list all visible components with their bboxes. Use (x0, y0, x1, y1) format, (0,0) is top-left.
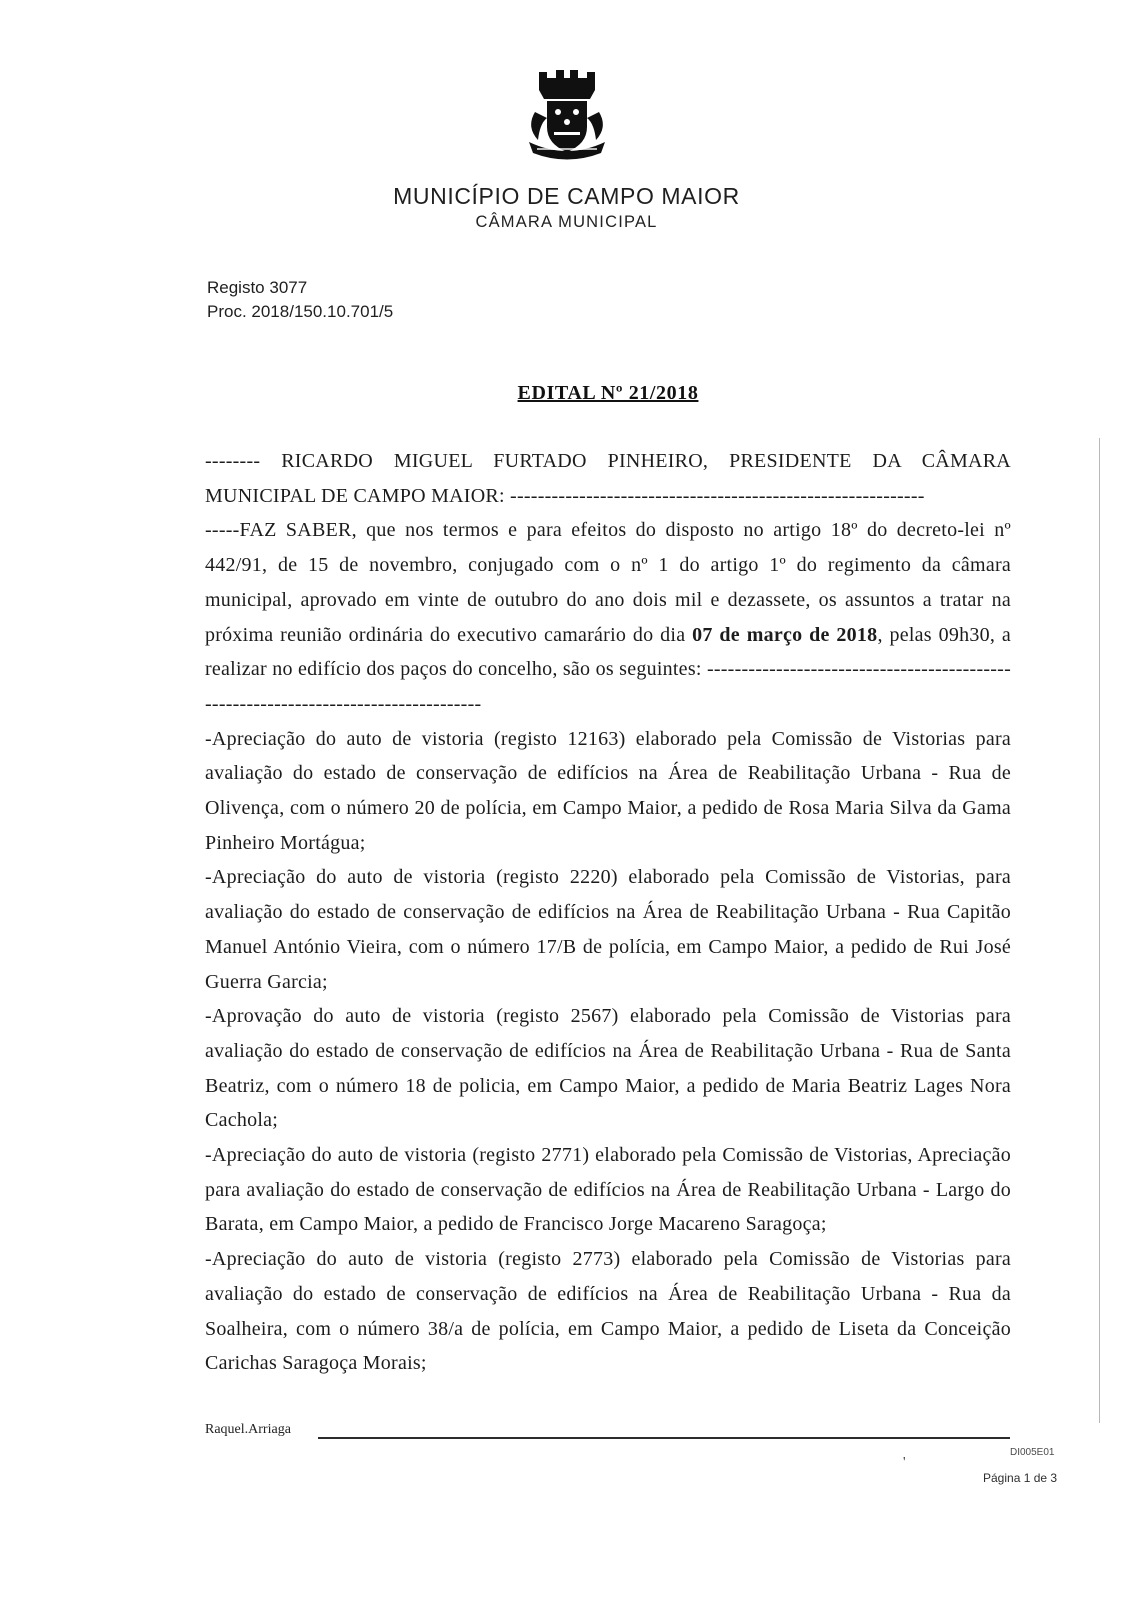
page-number: Página 1 de 3 (983, 1471, 1058, 1485)
registry-number: Registo 3077 (207, 278, 308, 297)
document-title: EDITAL Nº 21/2018 (517, 382, 699, 404)
document-body (205, 444, 1011, 1381)
faz-saber-text-after: , pelas 09h30, a realizar no edifício dos paços do concelho, são os seguintes: ------------------------------------------------------------------------------------ (205, 623, 1011, 715)
scan-artifact-line (1099, 438, 1100, 1423)
agenda-item-2: -Apreciação do auto de vistoria (registo 2220) elaborado pela Comissão de Vistorias, para avaliação do estado de conservação de edifícios na Área de Reabilitação Urbana - Rua Capitão Manuel António Vieira, com o número 17/B de polícia, em Campo Maior, a pedido de Rui José Guerra Garcia; (205, 866, 1011, 993)
scan-tick-mark: ' (903, 1455, 906, 1470)
meeting-date: 07 de março de 2018 (692, 623, 878, 646)
presidency-paragraph: -------- RICARDO MIGUEL FURTADO PINHEIRO, PRESIDENTE DA CÂMARA MUNICIPAL DE CAMPO MAIOR: ------------------------------------------------------------ (205, 450, 1011, 507)
agenda-item-4: -Apreciação do auto de vistoria (registo 2771) elaborado pela Comissão de Vistorias, Apreciação para avaliação do estado de conservação de edifícios na Área de Reabilitação Urbana - Largo do Barata, em Campo Maior, a pedido de Francisco Jorge Macareno Saragoça; (205, 1144, 1011, 1236)
department-name: CÂMARA MUNICIPAL (475, 213, 658, 231)
municipal-coat-of-arms-icon (523, 62, 611, 174)
faz-saber-text: -----FAZ SABER, que nos termos e para efeitos do disposto no artigo 18º do decreto-lei nº 442/91, de 15 de novembro, conjugado com o nº 1 do artigo 1º do regimento da câmara municipal, aprovado em vinte de outubro do ano dois mil e dezassete, os assuntos a tratar na próxima reunião ordinária do executivo camarário do dia (205, 519, 1011, 646)
letterhead (0, 62, 1133, 232)
municipality-name: MUNICÍPIO DE CAMPO MAIOR (393, 183, 740, 209)
registry-block (207, 276, 393, 324)
faz-saber-paragraph (205, 513, 1011, 721)
process-number: Proc. 2018/150.10.701/5 (207, 302, 394, 321)
footer-rule (318, 1437, 1010, 1439)
agenda-item-5: -Apreciação do auto de vistoria (registo 2773) elaborado pela Comissão de Vistorias para avaliação do estado de conservação de edifícios na Área de Reabilitação Urbana - Rua da Soalheira, com o número 38/a de polícia, em Campo Maior, a pedido de Liseta da Conceição Carichas Saragoça Morais; (205, 1248, 1011, 1375)
agenda-item-1: -Apreciação do auto de vistoria (registo 12163) elaborado pela Comissão de Vistorias para avaliação do estado de conservação de edifícios na Área de Reabilitação Urbana - Rua de Olivença, com o número 20 de polícia, em Campo Maior, a pedido de Rosa Maria Silva da Gama Pinheiro Mortágua; (205, 727, 1011, 854)
agenda-item-3: -Aprovação do auto de vistoria (registo 2567) elaborado pela Comissão de Vistorias para avaliação do estado de conservação de edifícios na Área de Reabilitação Urbana - Rua de Santa Beatriz, com o número 18 de policia, em Campo Maior, a pedido de Maria Beatriz Lages Nora Cachola; (205, 1005, 1011, 1132)
author-signature: Raquel.Arriaga (205, 1422, 291, 1437)
document-code: DI005E01 (1010, 1447, 1055, 1458)
